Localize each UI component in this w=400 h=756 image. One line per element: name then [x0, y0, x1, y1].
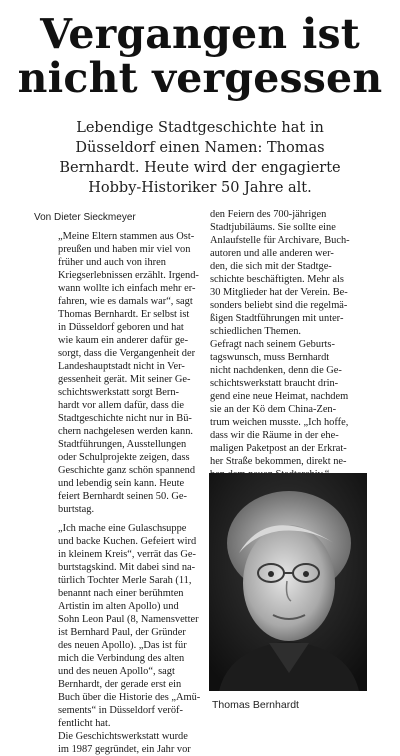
text-line: „Ich mache eine Gulaschsuppe: [58, 523, 187, 534]
subhead-line: Bernhardt. Heute wird der engagierte: [59, 160, 341, 176]
text-line: den, die sich mit der Stadtge-: [210, 261, 332, 272]
text-line: in kleinem Kreis“, verrät das Ge-: [58, 549, 196, 560]
text-line: sements“ in Düsseldorf veröf-: [58, 705, 183, 716]
text-line: Anlaufstelle für Archivare, Buch-: [210, 235, 350, 246]
text-line: im 1987 gegründet, ein Jahr vor: [58, 744, 191, 755]
text-line: Buch über die Historie des „Amü-: [58, 692, 201, 703]
article-column-right: [210, 208, 368, 481]
text-line: und des neuen Apollo“, sagt: [58, 666, 175, 677]
text-line: Artistin im alten Apollo) und: [58, 601, 179, 612]
text-line: 30 Mitglieder hat der Verein. Be-: [210, 287, 348, 298]
text-line: preußen und haben mir viel von: [58, 244, 191, 255]
text-line: Die Geschichtswerkstatt wurde: [58, 731, 188, 742]
article-headline: [0, 12, 400, 100]
text-line: Bernhardt, der gerade erst ein: [58, 679, 182, 690]
text-line: ist Bernhard Paul, der Gründer: [58, 627, 186, 638]
text-line: Kriegserlebnissen erzählt. Irgend-: [58, 270, 199, 281]
article-subheadline: [40, 118, 360, 198]
text-line: Sohn Leon Paul (8, Namensvetter: [58, 614, 199, 625]
text-line: und lebendig sein kann. Heute: [58, 478, 185, 489]
text-line: nicht nachdenken, denn die Ge-: [210, 365, 342, 376]
text-line: Thomas Bernhardt. Er selbst ist: [58, 309, 190, 320]
text-line: autoren und alle anderen wer-: [210, 248, 334, 259]
text-line: schichtswerkstatt sorgt Bern-: [58, 387, 180, 398]
text-line: feiert Bernhardt seinen 50. Ge-: [58, 491, 187, 502]
text-line: wie kaum ein anderer dafür ge-: [58, 335, 189, 346]
text-line: burtstag.: [58, 504, 95, 515]
text-line: sonders beliebt sind die regelmä-: [210, 300, 348, 311]
text-line: tagswunsch, muss Bernhardt: [210, 352, 330, 363]
text-line: gend eine neue Heimat, nachdem: [210, 391, 349, 402]
text-line: Stadtgeschichte nicht nur in Bü-: [58, 413, 192, 424]
photo-caption: Thomas Bernhardt: [212, 699, 299, 711]
subhead-line: Lebendige Stadtgeschichte hat in: [76, 120, 324, 136]
headline-line-1: Vergangen ist: [40, 10, 360, 58]
text-line: schichte beschäftigten. Mehr als: [210, 274, 344, 285]
author-byline: Von Dieter Sieckmeyer: [34, 212, 136, 223]
text-line: oder Schulprojekte zeigen, dass: [58, 452, 190, 463]
text-line: gessenheit gerät. Mit seiner Ge-: [58, 374, 191, 385]
text-line: Landeshauptstadt nicht in Ver-: [58, 361, 185, 372]
subhead-line: Düsseldorf einen Namen: Thomas: [75, 140, 325, 156]
text-line: hardt vor allem dafür, dass die: [58, 400, 184, 411]
article-column-left: [58, 230, 204, 756]
text-line: türlich Tochter Merle Sarah (11,: [58, 575, 192, 586]
text-line: schichtswerkstatt braucht drin-: [210, 378, 339, 389]
text-line: ßigen Stadtführungen mit unter-: [210, 313, 344, 324]
subhead-line: Hobby-Historiker 50 Jahre alt.: [88, 180, 312, 196]
text-line: trum weichen musste. „Ich hoffe,: [210, 417, 349, 428]
headline-line-2: nicht vergessen: [17, 54, 383, 102]
text-line: schiedlichen Themen.: [210, 326, 301, 337]
text-line: Gefragt nach seinem Geburts-: [210, 339, 335, 350]
text-line: Stadtführungen, Ausstellungen: [58, 439, 187, 450]
text-line: mich die Verbindung des alten: [58, 653, 185, 664]
text-line: den Feiern des 700-jährigen: [210, 209, 327, 220]
text-line: benannt nach einer berühmten: [58, 588, 184, 599]
text-line: dass wir die Räume in der ehe-: [210, 430, 339, 441]
text-line: wann wollte ich einfach mehr er-: [58, 283, 196, 294]
text-line: früher und auch von ihren: [58, 257, 166, 268]
portrait-photo: [209, 473, 367, 691]
text-line: und backe Kuchen. Gefeiert wird: [58, 536, 197, 547]
text-line: Geschichte ganz schön spannend: [58, 465, 196, 476]
text-line: fentlicht hat.: [58, 718, 111, 729]
portrait-image: [209, 473, 367, 691]
text-line: des neuen Apollo). „Das ist für: [58, 640, 187, 651]
text-line: Stadtjubiläums. Sie sollte eine: [210, 222, 336, 233]
text-line: sie an der Kö dem China-Zen-: [210, 404, 337, 415]
text-line: fahren, wie es damals war“, sagt: [58, 296, 193, 307]
text-line: burtstagskind. Mit dabei sind na-: [58, 562, 196, 573]
text-line: her Straße bekommen, direkt ne-: [210, 456, 347, 467]
text-line: „Meine Eltern stammen aus Ost-: [58, 231, 195, 242]
text-line: maligen Paketpost an der Erkrat-: [210, 443, 347, 454]
text-line: sorgt, dass die Vergangenheit der: [58, 348, 196, 359]
text-line: chern nachgelesen werden kann.: [58, 426, 194, 437]
text-line: in Düsseldorf geboren und hat: [58, 322, 184, 333]
